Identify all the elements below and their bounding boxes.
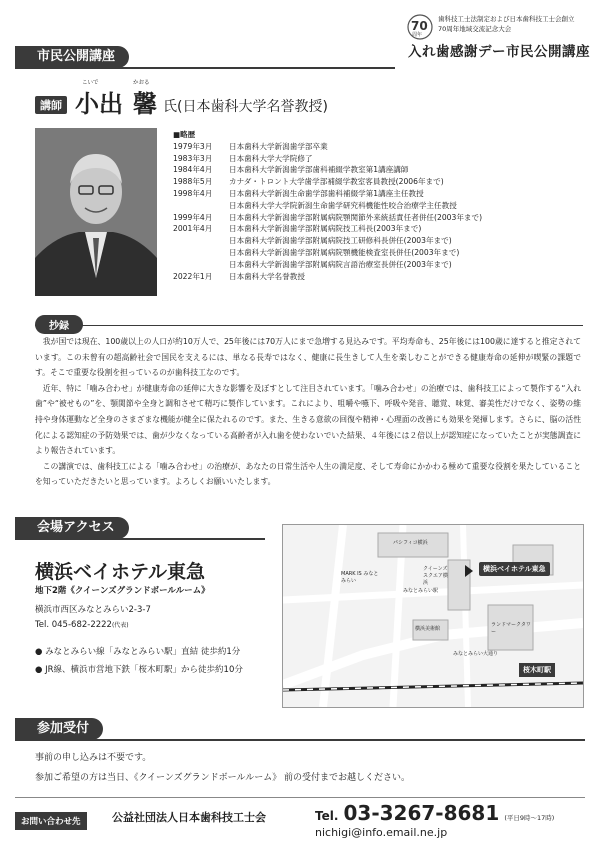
anniversary-suffix: 周年 xyxy=(412,32,423,38)
career-year: 2022年1月 xyxy=(173,271,213,281)
career-row xyxy=(173,164,482,176)
career-text: 日本歯科大学新潟歯学部卒業 xyxy=(229,141,328,151)
career-text: 日本歯科大学新潟歯学部附属病院顎関節外来統括責任者併任(2003年まで) xyxy=(229,212,483,222)
career-text: 日本歯科大学新潟歯学部附属病院技工研修科長併任(2003年まで) xyxy=(229,236,452,246)
registration-line-1: 事前の申し込みは不要です。 xyxy=(35,753,152,763)
career-block xyxy=(173,129,482,282)
section-registration-tab: 参加受付 xyxy=(15,718,103,740)
contact-tel-prefix: Tel. xyxy=(315,809,339,823)
career-year xyxy=(173,200,229,212)
career-text: カナダ・トロント大学歯学部補綴学教室客員教授(2006年まで) xyxy=(229,177,444,187)
lecturer-badge: 講師 xyxy=(35,96,67,114)
lecturer-portrait-icon xyxy=(35,128,157,296)
ruby-given: かおる xyxy=(133,80,150,86)
career-year xyxy=(173,235,229,247)
career-text: 日本歯科大学大学院修了 xyxy=(229,153,313,163)
contact-label: お問い合わせ先 xyxy=(15,812,87,830)
lecturer-honorific: 氏 xyxy=(163,99,177,115)
map-station-label: 桜木町駅 xyxy=(519,663,555,677)
venue-tel-number: Tel. 045-682-2222 xyxy=(35,620,112,630)
venue-tel xyxy=(35,620,129,630)
map-label: みなとみらい大通り xyxy=(453,651,499,657)
career-text: 日本歯科大学大学院新潟生命歯学研究科機能性咬合治療学主任教授 xyxy=(229,200,457,210)
lecturer-photo xyxy=(35,128,157,296)
venue-tel-note: (代表) xyxy=(111,622,129,629)
map-label: クイーンズスクエア横浜 xyxy=(423,566,448,586)
career-text: 日本歯科大学新潟歯学部附属病院技工科長(2003年まで) xyxy=(229,224,422,234)
venue-floor: 地下2階《クイーンズグランドボールルーム》 xyxy=(35,586,210,596)
section-access-tab: 会場アクセス xyxy=(15,517,129,539)
route-item: ● みなとみらい線「みなとみらい駅」直結 徒歩約1分 xyxy=(35,647,241,657)
career-year xyxy=(173,247,229,259)
career-row xyxy=(173,259,482,271)
contact-phone xyxy=(315,801,554,825)
lecturer-given-name: 馨 xyxy=(133,90,157,118)
ruby-surname: こいで xyxy=(82,80,99,86)
lecturer-affiliation: (日本歯科大学名誉教授) xyxy=(177,99,328,115)
career-row xyxy=(173,271,482,283)
career-year: 1999年4月 xyxy=(173,212,213,222)
anniversary-logo xyxy=(407,14,433,40)
career-row xyxy=(173,200,482,212)
map-label: MARK IS みなとみらい xyxy=(341,571,379,584)
abstract-badge: 抄録 xyxy=(35,315,83,334)
career-row xyxy=(173,188,482,200)
routes xyxy=(35,643,243,679)
map-label: 横浜美術館 xyxy=(415,626,441,632)
header-line-1: 歯科技工士法制定および日本歯科技工士会創立 xyxy=(438,15,575,23)
section-registration-rule xyxy=(15,739,585,741)
section-lecture-tab: 市民公開講座 xyxy=(15,46,129,68)
career-year: 1984年4月 xyxy=(173,165,213,175)
career-year: 1983年3月 xyxy=(173,153,213,163)
anniversary-number: 70 xyxy=(411,19,428,33)
abstract-rule xyxy=(35,325,583,326)
map-label: ランドマークタワー xyxy=(491,622,531,635)
map-hotel-label: 横浜ベイホテル東急 xyxy=(479,562,550,576)
abstract-paragraph-1: 我が国では現在、100歳以上の人口が約10万人で、25年後には70万人にまで急増する見込みです。平均寿命も、25年後には100歳に達すると推定されています。この未曾有の超高齢社会で国民を支えるには、単なる長寿ではなく、健康に長生きして人生を楽しむことができる健康寿命の延伸が喫緊の課題です。そこで重要な役割を担っているのが歯科技工なのです。 xyxy=(35,337,581,378)
contact-hours: (平日9時～17時) xyxy=(504,814,555,822)
career-row xyxy=(173,212,482,224)
venue-address: 横浜市西区みなとみらい2-3-7 xyxy=(35,605,151,615)
career-heading: ■略歴 xyxy=(173,130,196,139)
access-map xyxy=(282,524,584,708)
abstract-paragraph-3: この講演では、歯科技工による「噛み合わせ」の治療が、あなたの日常生活や人生の満足度、そして寿命にかかわる極めて重要な役割を果たしていることを知っていただきたいと思っています。よろしくお願いいたします。 xyxy=(35,461,581,487)
event-title: 入れ歯感謝デー市民公開講座 xyxy=(408,44,590,60)
map-label: パシフィコ横浜 xyxy=(393,540,428,546)
map-graphic xyxy=(283,525,583,707)
career-text: 日本歯科大学名誉教授 xyxy=(229,271,305,281)
career-row xyxy=(173,247,482,259)
lecturer-heading xyxy=(35,80,328,119)
career-row xyxy=(173,176,482,188)
career-year: 1988年5月 xyxy=(173,177,213,187)
abstract-body xyxy=(35,334,581,490)
contact-email[interactable]: nichigi@info.email.ne.jp xyxy=(315,826,448,839)
career-year: 1998年4月 xyxy=(173,188,213,198)
career-row xyxy=(173,223,482,235)
career-text: 日本歯科大学新潟生命歯学部歯科補綴学第1講座主任教授 xyxy=(229,188,424,198)
career-row xyxy=(173,153,482,165)
career-text: 日本歯科大学新潟歯学部附属病院言語治療室長併任(2003年まで) xyxy=(229,259,452,269)
section-access-rule xyxy=(15,538,265,540)
header-line-2: 70周年地域交流記念大会 xyxy=(438,25,512,33)
career-year: 1979年3月 xyxy=(173,141,213,151)
map-label: みなとみらい駅 xyxy=(403,588,439,594)
route-item: ● JR線、横浜市営地下鉄「桜木町駅」から徒歩約10分 xyxy=(35,665,243,675)
section-lecture-rule xyxy=(15,67,395,69)
career-year xyxy=(173,259,229,271)
contact-tel-number[interactable]: 03-3267-8681 xyxy=(343,801,500,825)
footer-divider xyxy=(15,797,585,798)
career-row xyxy=(173,141,482,153)
registration-line-2: 参加ご希望の方は当日、《クイーンズグランドボールルーム》 前の受付までお越しください。 xyxy=(35,773,411,783)
contact-org: 公益社団法人日本歯科技工士会 xyxy=(112,811,266,824)
career-year: 2001年4月 xyxy=(173,224,213,234)
career-text: 日本歯科大学新潟歯学部歯科補綴学教室第1講座講師 xyxy=(229,165,409,175)
career-text: 日本歯科大学新潟歯学部附属病院顎機能検査室長併任(2003年まで) xyxy=(229,247,460,257)
venue-name: 横浜ベイホテル東急 xyxy=(35,561,206,583)
career-row xyxy=(173,235,482,247)
abstract-paragraph-2: 近年、特に「噛み合わせ」が健康寿命の延伸に大きな影響を及ぼすとして注目されています。「噛み合わせ」の治療では、歯科技工によって製作する“入れ歯”や“被せもの”を、顎関節や全身と調和させて精巧に製作しています。これにより、咀嚼や嚥下、呼吸や発音、聴覚、味覚、審美性だけでなく、姿勢の維持や身体運動など全身のさまざまな機能が健全に保たれるのです。また、生きる意欲の回復や精神・心理面の改善にも効果を発揮します。さらに、脳の活性化による認知症の予防効果では、歯が少なくなっている高齢者が入れ歯を使わないでいた結果、４年後には２倍以上が認知症になっていたことが実態調査により報告されています。 xyxy=(35,383,581,456)
lecturer-surname: 小出 xyxy=(75,90,123,118)
